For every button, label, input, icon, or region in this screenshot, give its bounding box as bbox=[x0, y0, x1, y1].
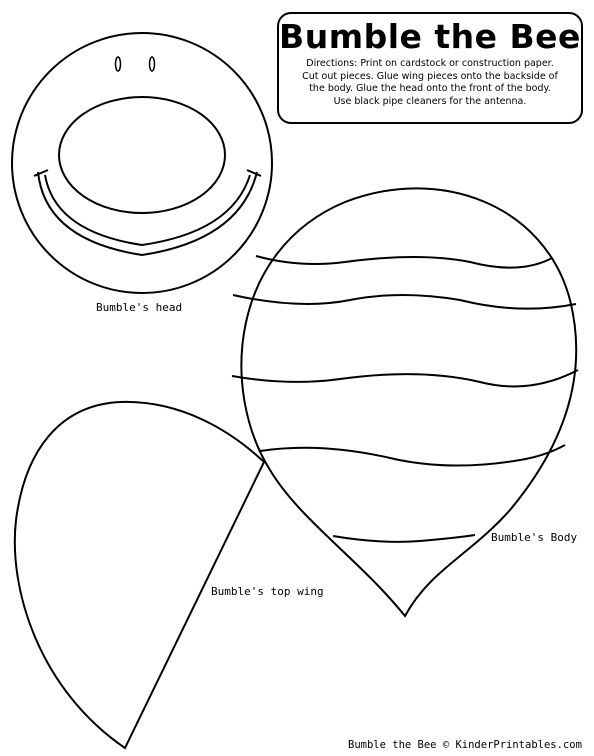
directions-line: Use black pipe cleaners for the antenna. bbox=[333, 95, 527, 107]
bee-head bbox=[12, 33, 272, 293]
right-eye bbox=[150, 57, 155, 71]
stripe-1 bbox=[256, 256, 552, 268]
body-outline bbox=[241, 188, 576, 616]
stripe-4 bbox=[260, 445, 565, 466]
title-panel bbox=[277, 12, 583, 124]
directions-line: Cut out pieces. Glue wing pieces onto the backside of bbox=[302, 70, 558, 82]
page-title: Bumble the Bee bbox=[279, 17, 581, 56]
directions-line: the body. Glue the head onto the front of the body. bbox=[309, 83, 551, 94]
head-label: Bumble's head bbox=[96, 301, 183, 314]
wing-label: Bumble's top wing bbox=[211, 585, 324, 598]
stripe-3 bbox=[232, 370, 578, 386]
stripe-2 bbox=[233, 295, 576, 309]
nose-oval bbox=[59, 97, 225, 213]
left-eye bbox=[116, 57, 121, 71]
directions-text bbox=[279, 58, 581, 108]
smile-inner bbox=[45, 175, 250, 245]
bee-body bbox=[232, 188, 578, 616]
bee-wing bbox=[15, 402, 264, 748]
body-label: Bumble's Body bbox=[491, 531, 578, 544]
directions-line: Directions: Print on cardstock or construction paper. bbox=[306, 58, 554, 69]
stripe-5 bbox=[333, 535, 475, 542]
wing-outline bbox=[15, 402, 264, 748]
footer-credit: Bumble the Bee © KinderPrintables.com bbox=[348, 739, 582, 751]
